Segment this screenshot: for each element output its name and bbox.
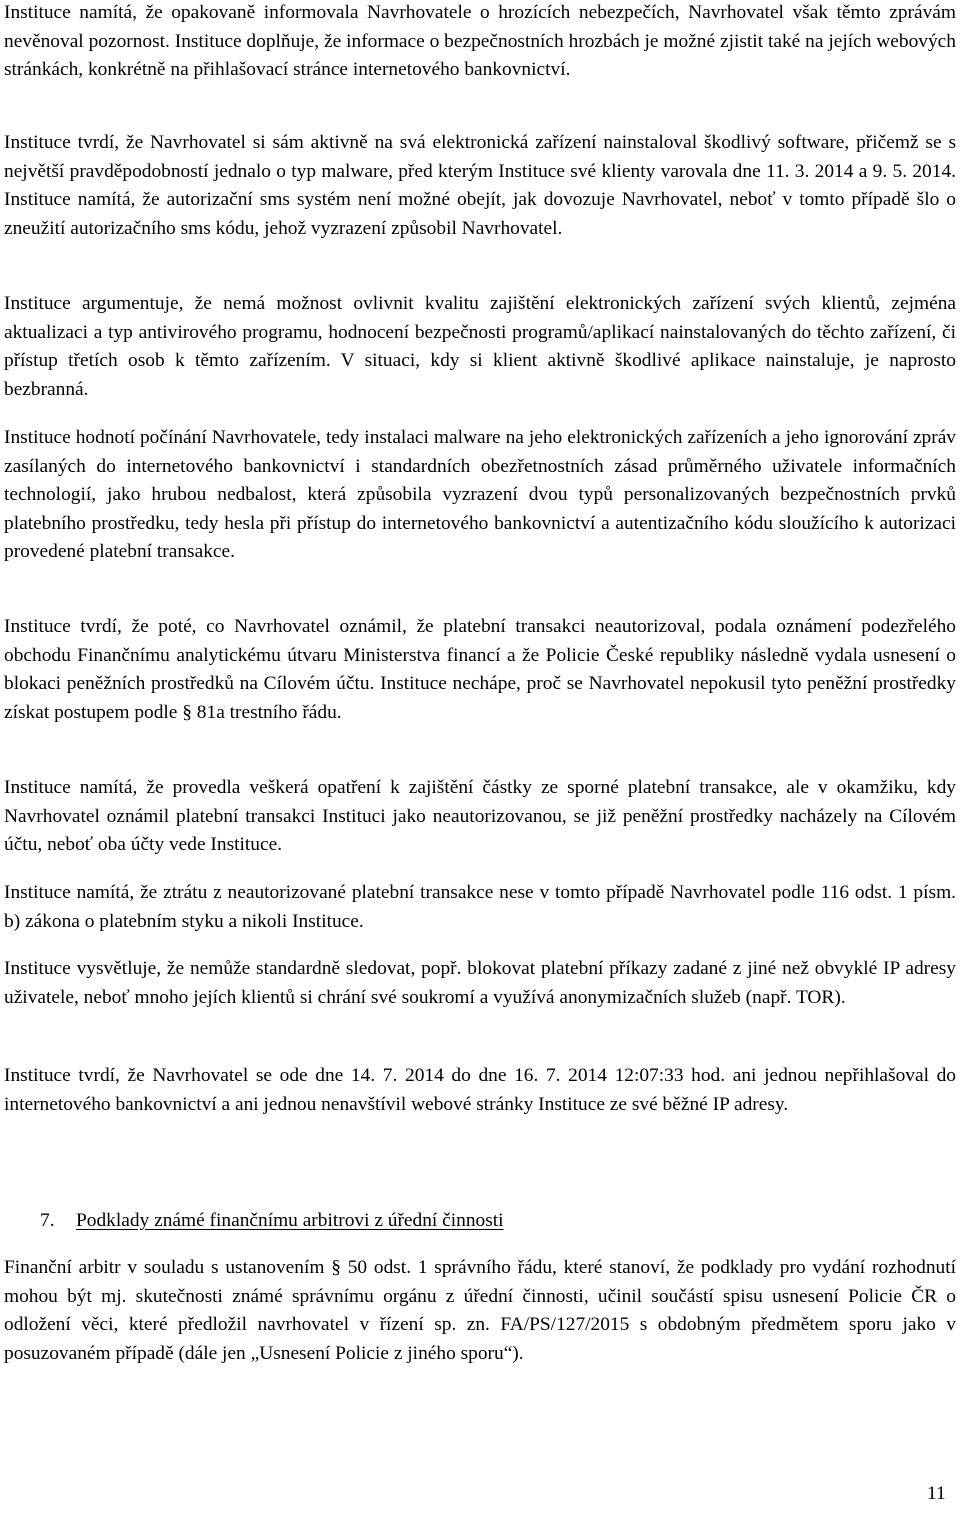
paragraph-9: Instituce tvrdí, že Navrhovatel se ode dne 14. 7. 2014 do dne 16. 7. 2014 12:07:33 hod. ani jednou nepřihlašoval do internetového bankovnictví a ani jednou nenavštívil webové stránky Instituce ze své běžné IP adresy.: [4, 1065, 956, 1115]
page-number: 11: [927, 1483, 946, 1504]
paragraph-1: Instituce namítá, že opakovaně informovala Navrhovatele o hrozících nebezpečích, Navrhovatel však těmto zprávám nevěnoval pozornost. Instituce doplňuje, že informace o bezpečnostních hrozbách je možné zjistit také na jejích webových stránkách, konkrétně na přihlašovací stránce internetového bankovnictví.: [4, 2, 956, 81]
paragraph-4: Instituce hodnotí počínání Navrhovatele, tedy instalaci malware na jeho elektronických zařízeních a jeho ignorování zpráv zasílaných do internetového bankovnictví i standardních obezřetnostních zásad průměrného uživatele informačních technologií, jako hrubou nedbalost, která způsobila vyzrazení dvou typů personalizovaných bezpečnostních prvků platebního prostředku, tedy hesla při přístup do internetového bankovnictví a autentizačního kódu sloužícího k autorizaci provedené platební transakce.: [4, 427, 956, 563]
section-title: Podklady známé finančnímu arbitrovi z úřední činnosti: [76, 1210, 504, 1231]
paragraph-8: Instituce vysvětluje, že nemůže standardně sledovat, popř. blokovat platební příkazy zadané z jiné než obvyklé IP adresy uživatele, neboť mnoho jejích klientů si chrání své soukromí a využívá anonymizačních služeb (např. TOR).: [4, 958, 956, 1008]
paragraph-3: Instituce argumentuje, že nemá možnost ovlivnit kvalitu zajištění elektronických zařízení svých klientů, zejména aktualizaci a typ antivirového programu, hodnocení bezpečnosti programů/aplikací nainstalovaných do těchto zařízení, či přístup třetích osob k těmto zařízením. V situaci, kdy si klient aktivně škodlivé aplikace nainstaluje, je naprosto bezbranná.: [4, 293, 956, 400]
paragraph-6: Instituce namítá, že provedla veškerá opatření k zajištění částky ze sporné platební transakce, ale v okamžiku, kdy Navrhovatel oznámil platební transakci Instituci jako neautorizovanou, se již peněžní prostředky nacházely na Cílovém účtu, neboť oba účty vede Instituce.: [4, 777, 956, 856]
section-paragraph: Finanční arbitr v souladu s ustanovením § 50 odst. 1 správního řádu, které stanoví, že podklady pro vydání rozhodnutí mohou být mj. skutečnosti známé správnímu orgánu z úřední činnosti, učinil součástí spisu usnesení Policie ČR o odložení věci, které předložil navrhovatel v řízení sp. zn. FA/PS/127/2015 s obdobným předmětem sporu jako v posuzovaném případě (dále jen „Usnesení Policie z jiného sporu“).: [4, 1257, 956, 1364]
section-number: 7.: [40, 1210, 55, 1231]
paragraph-5: Instituce tvrdí, že poté, co Navrhovatel oznámil, že platební transakci neautorizoval, podala oznámení podezřelého obchodu Finančnímu analytickému útvaru Ministerstva financí a že Policie České republiky následně vydala usnesení o blokaci peněžních prostředků na Cílovém účtu. Instituce nechápe, proč se Navrhovatel nepokusil tyto peněžní prostředky získat postupem podle § 81a trestního řádu.: [4, 616, 956, 723]
section-heading: [40, 1207, 504, 1235]
paragraph-2: Instituce tvrdí, že Navrhovatel si sám aktivně na svá elektronická zařízení nainstaloval škodlivý software, přičemž se s největší pravděpodobností jednalo o typ malware, před kterým Instituce své klienty varovala dne 11. 3. 2014 a 9. 5. 2014. Instituce namítá, že autorizační sms systém není možné obejít, jak dovozuje Navrhovatel, neboť v tomto případě šlo o zneužití autorizačního sms kódu, jehož vyzrazení způsobil Navrhovatel.: [4, 132, 956, 239]
paragraph-7: Instituce namítá, že ztrátu z neautorizované platební transakce nese v tomto případě Navrhovatel podle 116 odst. 1 písm. b) zákona o platebním styku a nikoli Instituce.: [4, 882, 956, 932]
